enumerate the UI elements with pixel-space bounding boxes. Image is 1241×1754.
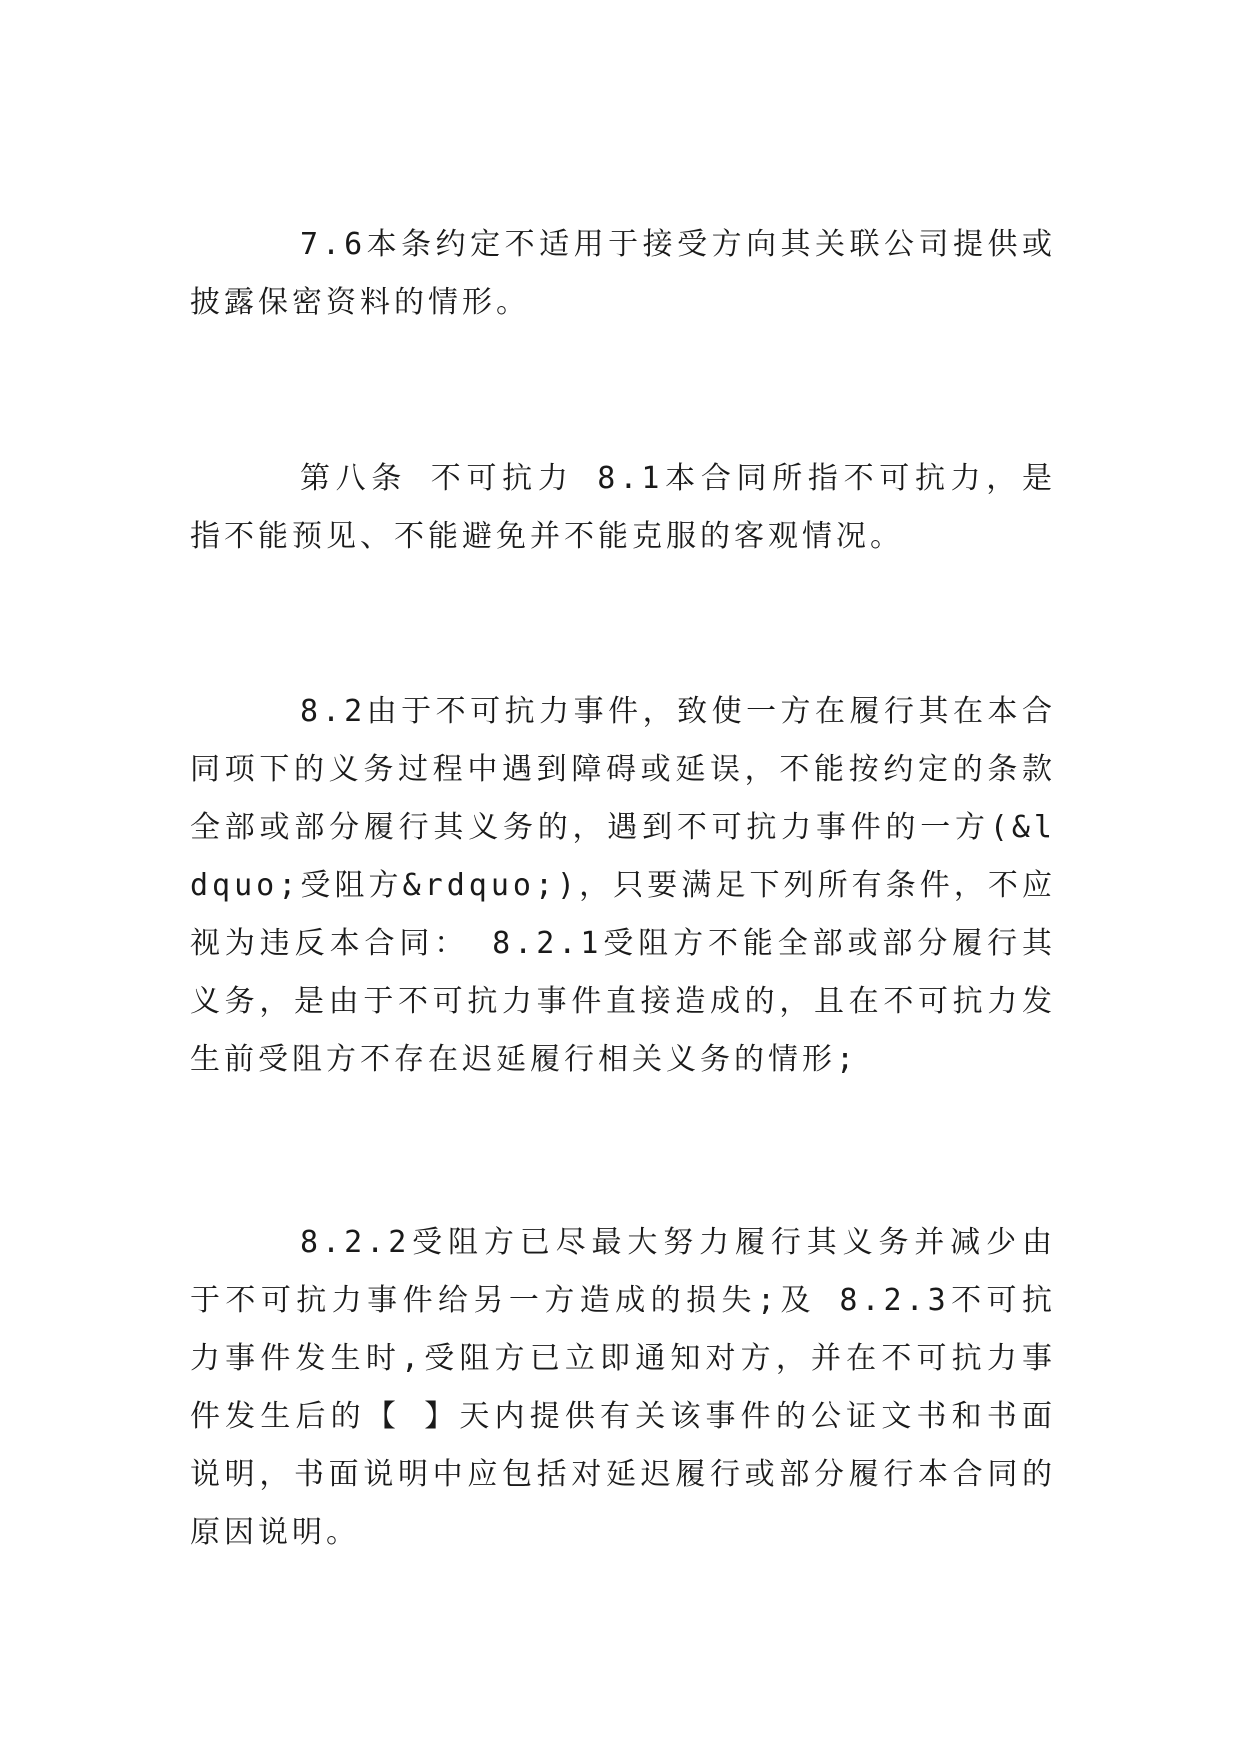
- paragraph-7-6: 7.6本条约定不适用于接受方向其关联公司提供或披露保密资料的情形。: [190, 227, 1056, 320]
- paragraph-article-8-force-majeure: 第八条 不可抗力 8.1本合同所指不可抗力，是指不能预见、不能避免并不能克服的客观情况。: [190, 461, 1056, 554]
- paragraph-8-2: 8.2由于不可抗力事件，致使一方在履行其在本合同项下的义务过程中遇到障碍或延误，不能按约定的条款全部或部分履行其义务的，遇到不可抗力事件的一方(&ldquo;受阻方&rdquo;)，只要满足下列所有条件，不应视为违反本合同： 8.2.1受阻方不能全部或部分履行其义务，是由于不可抗力事件直接造成的，且在不可抗力发生前受阻方不存在迟延履行相关义务的情形;: [190, 694, 1056, 1077]
- paragraph-8-2-2: 8.2.2受阻方已尽最大努力履行其义务并减少由于不可抗力事件给另一方造成的损失;及 8.2.3不可抗力事件发生时,受阻方已立即通知对方，并在不可抗力事件发生后的【 】天内提供有关该事件的公证文书和书面说明，书面说明中应包括对延迟履行或部分履行本合同的原因说明。: [190, 1225, 1056, 1550]
